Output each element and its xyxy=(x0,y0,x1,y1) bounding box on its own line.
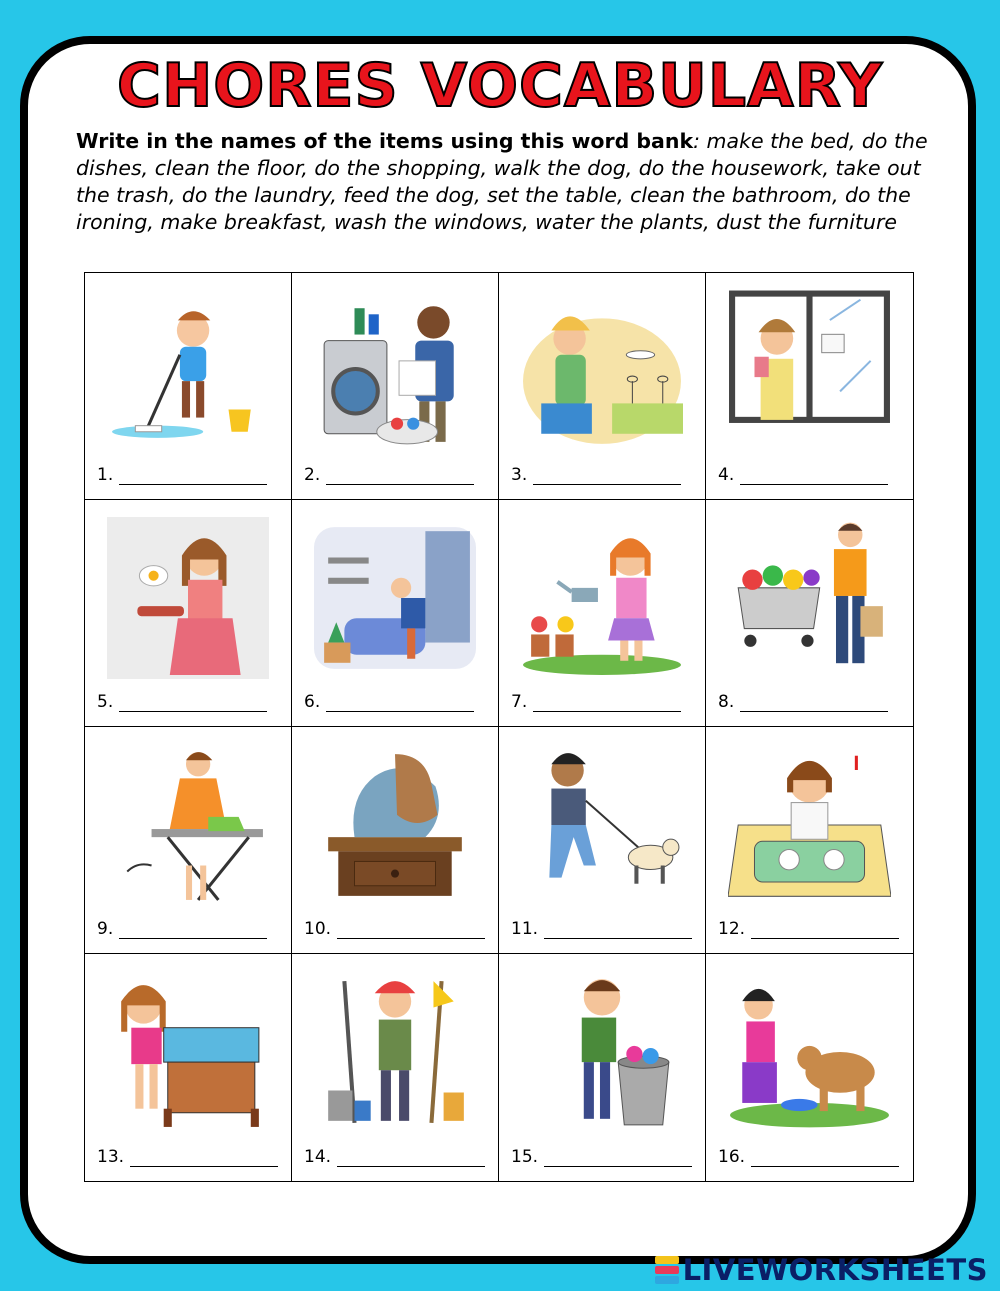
item-number: 7. xyxy=(511,692,528,712)
item-number: 16. xyxy=(718,1147,746,1167)
picture-cell xyxy=(292,727,499,954)
answer-label xyxy=(511,692,681,712)
boy-taking-out-trash-icon xyxy=(521,968,683,1136)
page-title: CHORES VOCABULARY xyxy=(117,51,883,121)
answer-label xyxy=(97,919,267,939)
picture-cell xyxy=(706,954,913,1181)
item-number: 10. xyxy=(304,919,332,939)
answer-label xyxy=(304,465,474,485)
item-number: 9. xyxy=(97,919,114,939)
girl-making-bed-icon xyxy=(107,968,269,1136)
answer-label xyxy=(718,692,888,712)
item-number: 12. xyxy=(718,919,746,939)
picture-cell xyxy=(85,273,292,500)
liveworksheets-logo xyxy=(655,1253,988,1287)
answer-label xyxy=(304,919,485,939)
answer-label xyxy=(304,1147,485,1167)
answer-label xyxy=(511,1147,692,1167)
answer-blank[interactable] xyxy=(119,924,267,939)
answer-label xyxy=(718,1147,899,1167)
answer-blank[interactable] xyxy=(751,924,899,939)
picture-cell xyxy=(499,500,706,727)
answer-blank[interactable] xyxy=(751,1152,899,1167)
word-bank: : make the bed, do the dishes, clean the floor, do the shopping, walk the dog, do the housework, take out the trash, do the laundry, feed the dog, set the table, clean the bathroom, do the ironing, make breakfast, wash the windows, water the plants, dust the furniture xyxy=(76,129,928,234)
answer-blank[interactable] xyxy=(326,697,474,712)
item-number: 4. xyxy=(718,465,735,485)
man-doing-laundry-icon xyxy=(314,287,476,455)
answer-blank[interactable] xyxy=(119,697,267,712)
item-number: 14. xyxy=(304,1147,332,1167)
girl-washing-window-icon xyxy=(728,287,891,455)
answer-blank[interactable] xyxy=(119,470,267,485)
girl-watering-plants-icon xyxy=(521,514,683,682)
picture-cell xyxy=(499,273,706,500)
picture-cell xyxy=(706,500,913,727)
instructions-lead: Write in the names of the items using this word bank xyxy=(76,129,694,153)
girl-feeding-dog-icon xyxy=(728,968,891,1136)
picture-cell xyxy=(292,500,499,727)
woman-cleaning-bathroom-icon xyxy=(314,514,476,682)
woman-housework-tools-icon xyxy=(314,968,476,1136)
answer-blank[interactable] xyxy=(337,1152,485,1167)
picture-cell xyxy=(292,273,499,500)
answer-label xyxy=(511,919,692,939)
answer-label xyxy=(304,692,474,712)
man-shopping-cart-icon xyxy=(728,514,891,682)
answer-label xyxy=(97,692,267,712)
picture-cell xyxy=(706,727,913,954)
hand-dusting-furniture-icon xyxy=(314,741,476,909)
answer-blank[interactable] xyxy=(544,924,692,939)
item-number: 13. xyxy=(97,1147,125,1167)
answer-label xyxy=(97,1147,278,1167)
picture-cell xyxy=(85,727,292,954)
picture-cell xyxy=(706,273,913,500)
item-number: 15. xyxy=(511,1147,539,1167)
woman-cooking-egg-icon xyxy=(107,514,269,682)
picture-cell xyxy=(292,954,499,1181)
item-number: 5. xyxy=(97,692,114,712)
logo-mark-icon xyxy=(655,1255,679,1285)
answer-label xyxy=(718,919,899,939)
picture-grid xyxy=(84,272,914,1182)
answer-label xyxy=(511,465,681,485)
item-number: 8. xyxy=(718,692,735,712)
item-number: 2. xyxy=(304,465,321,485)
item-number: 3. xyxy=(511,465,528,485)
answer-blank[interactable] xyxy=(337,924,485,939)
girl-washing-dishes-icon xyxy=(728,741,891,909)
picture-cell xyxy=(85,500,292,727)
answer-blank[interactable] xyxy=(326,470,474,485)
answer-blank[interactable] xyxy=(533,470,681,485)
answer-blank[interactable] xyxy=(533,697,681,712)
logo-text: LIVEWORKSHEETS xyxy=(682,1253,988,1287)
instructions xyxy=(76,128,936,236)
answer-blank[interactable] xyxy=(740,697,888,712)
item-number: 1. xyxy=(97,465,114,485)
woman-setting-table-icon xyxy=(521,287,683,455)
boy-walking-dog-icon xyxy=(521,741,683,909)
item-number: 6. xyxy=(304,692,321,712)
answer-label xyxy=(97,465,267,485)
item-number: 11. xyxy=(511,919,539,939)
picture-cell xyxy=(499,727,706,954)
answer-blank[interactable] xyxy=(740,470,888,485)
answer-label xyxy=(718,465,888,485)
answer-blank[interactable] xyxy=(130,1152,278,1167)
picture-cell xyxy=(85,954,292,1181)
boy-mopping-floor-icon xyxy=(107,287,269,455)
woman-ironing-icon xyxy=(107,741,269,909)
answer-blank[interactable] xyxy=(544,1152,692,1167)
picture-cell xyxy=(499,954,706,1181)
